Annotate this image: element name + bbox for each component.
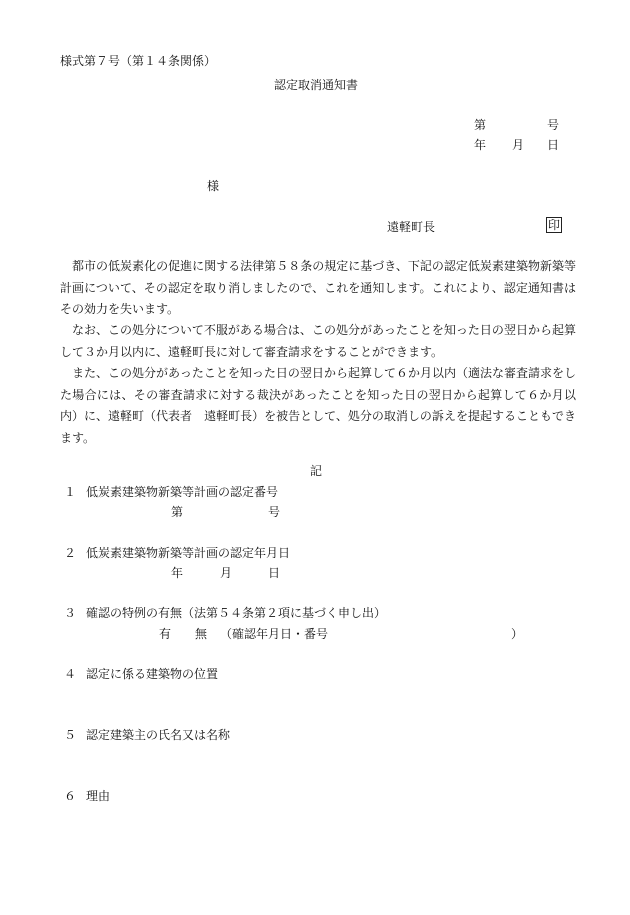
body-paragraph-2: なお、この処分について不服がある場合は、この処分があったことを知った日の翌日から起算して３か月以内に、遠軽町長に対して審査請求をすることができます。 <box>60 323 576 359</box>
item-3-detail-close: ） <box>511 627 524 641</box>
ki-heading: 記 <box>310 464 323 478</box>
item-5-number: ５ <box>64 728 77 742</box>
doc-number-prefix: 第 <box>474 118 487 132</box>
item-1-number: １ <box>64 485 77 499</box>
seal-mark <box>546 217 562 233</box>
item-2-day: 日 <box>268 566 281 580</box>
date-month-label: 月 <box>512 138 525 152</box>
item-3-detail-open: （確認年月日・番号 <box>220 627 329 641</box>
item-3-no-option: 無 <box>195 627 208 641</box>
issuer-name: 遠軽町長 <box>387 220 436 234</box>
item-2-year: 年 <box>171 566 184 580</box>
item-3-label: 確認の特例の有無（法第５４条第２項に基づく申し出） <box>86 606 387 620</box>
item-6-label: 理由 <box>86 789 111 803</box>
form-number-label: 様式第７号（第１４条関係） <box>60 54 217 68</box>
recipient-honorific: 様 <box>207 179 220 193</box>
document-title: 認定取消通知書 <box>274 78 359 92</box>
item-1-suffix: 号 <box>268 505 281 519</box>
item-2-month: 月 <box>220 566 233 580</box>
body-paragraph-3: また、この処分があったことを知った日の翌日から起算して６か月以内（適法な審査請求をした場合には、その審査請求に対する裁決があったことを知った日の翌日から起算して６か月以内）に、遠軽町（代表者 遠軽町長）を被告として、処分の取消しの訴えを提起することもできます。 <box>60 366 576 445</box>
item-2-label: 低炭素建築物新築等計画の認定年月日 <box>86 546 291 560</box>
item-1-label: 低炭素建築物新築等計画の認定番号 <box>86 485 279 499</box>
item-6-number: ６ <box>64 789 77 803</box>
seal-text: 印 <box>548 218 561 232</box>
item-3-yes-option: 有 <box>159 627 172 641</box>
doc-number-suffix: 号 <box>547 118 560 132</box>
item-5-label: 認定建築主の氏名又は名称 <box>86 728 231 742</box>
date-day-label: 日 <box>547 138 560 152</box>
item-2-number: ２ <box>64 546 77 560</box>
body-paragraph-1: 都市の低炭素化の促進に関する法律第５８条の規定に基づき、下記の認定低炭素建築物新築等計画について、その認定を取り消しましたので、これを通知します。これにより、認定通知書はその効力を失います。 <box>60 259 576 316</box>
item-4-number: ４ <box>64 667 77 681</box>
item-1-prefix: 第 <box>171 505 184 519</box>
item-4-label: 認定に係る建築物の位置 <box>86 667 219 681</box>
date-year-label: 年 <box>474 138 487 152</box>
item-3-number: ３ <box>64 606 77 620</box>
